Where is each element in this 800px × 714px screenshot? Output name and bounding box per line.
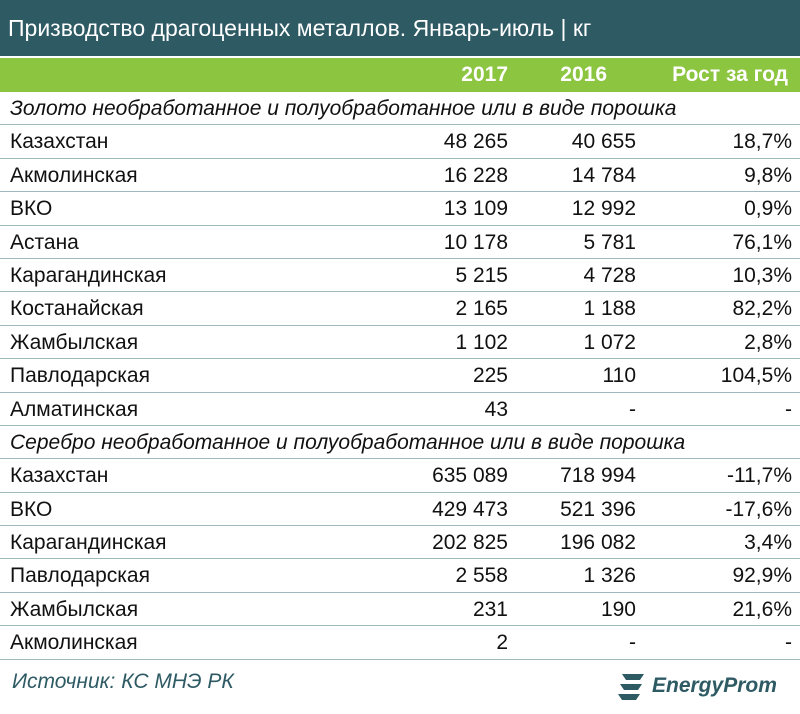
value-2016: -	[629, 631, 636, 655]
value-2017: 10 178	[443, 230, 508, 254]
section-header-row	[0, 426, 800, 459]
region-name: ВКО	[10, 197, 53, 221]
growth-value: -	[785, 397, 792, 421]
table-row	[0, 259, 800, 292]
value-2016: 4 728	[583, 263, 636, 287]
growth-value: -	[785, 631, 792, 655]
growth-value: 3,4%	[744, 531, 792, 555]
table-row	[0, 359, 800, 392]
column-header-2017: 2017	[461, 63, 508, 86]
energyprom-logo	[616, 668, 786, 708]
value-2016: 1 072	[583, 330, 636, 354]
growth-value: 92,9%	[732, 564, 792, 588]
value-2017: 1 102	[455, 330, 508, 354]
section-title: Серебро необработанное и полуобработанное или в виде порошка	[10, 430, 686, 454]
growth-value: 104,5%	[720, 364, 792, 388]
growth-value: 10,3%	[732, 263, 792, 287]
growth-value: 0,9%	[744, 197, 792, 221]
value-2016: 1 326	[583, 564, 636, 588]
growth-value: 76,1%	[732, 230, 792, 254]
value-2016: 190	[600, 597, 636, 621]
table-row	[0, 393, 800, 426]
value-2017: 2	[496, 631, 508, 655]
table-title: Призводство драгоценных металлов. Январь-июль | кг	[0, 0, 800, 56]
region-name: Карагандинская	[10, 263, 167, 287]
table-row	[0, 292, 800, 325]
table-row	[0, 125, 800, 158]
region-name: Павлодарская	[10, 564, 150, 588]
value-2016: 718 994	[560, 464, 636, 488]
value-2016: 5 781	[583, 230, 636, 254]
region-name: Астана	[10, 230, 79, 254]
table-row	[0, 526, 800, 559]
value-2016: 40 655	[571, 130, 636, 154]
region-name: Костанайская	[10, 297, 144, 321]
value-2016: -	[629, 397, 636, 421]
value-2017: 5 215	[455, 263, 508, 287]
region-name: Казахстан	[10, 464, 109, 488]
value-2017: 48 265	[443, 130, 508, 154]
region-name: ВКО	[10, 497, 53, 521]
growth-value: -17,6%	[725, 497, 792, 521]
value-2017: 43	[484, 397, 508, 421]
energyprom-logo-icon	[616, 670, 648, 704]
region-name: Жамбылская	[10, 330, 139, 354]
table-row	[0, 192, 800, 225]
table-body	[0, 92, 800, 660]
footer	[0, 660, 800, 714]
value-2016: 14 784	[571, 163, 636, 187]
section-header-row	[0, 92, 800, 125]
table-row	[0, 626, 800, 659]
value-2017: 429 473	[432, 497, 508, 521]
value-2016: 110	[602, 364, 636, 388]
source-note: Источник: КС МНЭ РК	[12, 670, 234, 693]
value-2017: 2 165	[455, 297, 508, 321]
value-2016: 1 188	[583, 297, 636, 321]
table-row	[0, 493, 800, 526]
value-2016: 12 992	[571, 197, 636, 221]
column-header-row	[0, 58, 800, 92]
region-name: Акмолинская	[10, 163, 138, 187]
table-row	[0, 459, 800, 492]
value-2017: 13 109	[443, 197, 508, 221]
growth-value: 9,8%	[744, 163, 792, 187]
table-row	[0, 226, 800, 259]
table-row	[0, 559, 800, 592]
column-header-growth: Рост за год	[672, 63, 788, 86]
region-name: Алматинская	[10, 397, 139, 421]
region-name: Павлодарская	[10, 364, 150, 388]
value-2017: 225	[472, 364, 508, 388]
value-2016: 521 396	[560, 497, 636, 521]
growth-value: 82,2%	[732, 297, 792, 321]
value-2016: 196 082	[560, 531, 636, 555]
logo-text: EnergyProm	[652, 674, 777, 697]
value-2017: 231	[472, 597, 508, 621]
growth-value: -11,7%	[727, 464, 792, 488]
region-name: Акмолинская	[10, 631, 138, 655]
growth-value: 2,8%	[744, 330, 792, 354]
table-row	[0, 593, 800, 626]
region-name: Карагандинская	[10, 531, 167, 555]
table-row	[0, 159, 800, 192]
column-header-2016: 2016	[560, 63, 607, 86]
region-name: Казахстан	[10, 130, 109, 154]
section-title: Золото необработанное и полуобработанное или в виде порошка	[10, 97, 677, 120]
growth-value: 21,6%	[732, 597, 792, 621]
growth-value: 18,7%	[732, 130, 792, 154]
value-2017: 202 825	[432, 531, 508, 555]
value-2017: 2 558	[455, 564, 508, 588]
region-name: Жамбылская	[10, 597, 139, 621]
value-2017: 635 089	[432, 464, 508, 488]
value-2017: 16 228	[443, 163, 508, 187]
table-row	[0, 326, 800, 359]
